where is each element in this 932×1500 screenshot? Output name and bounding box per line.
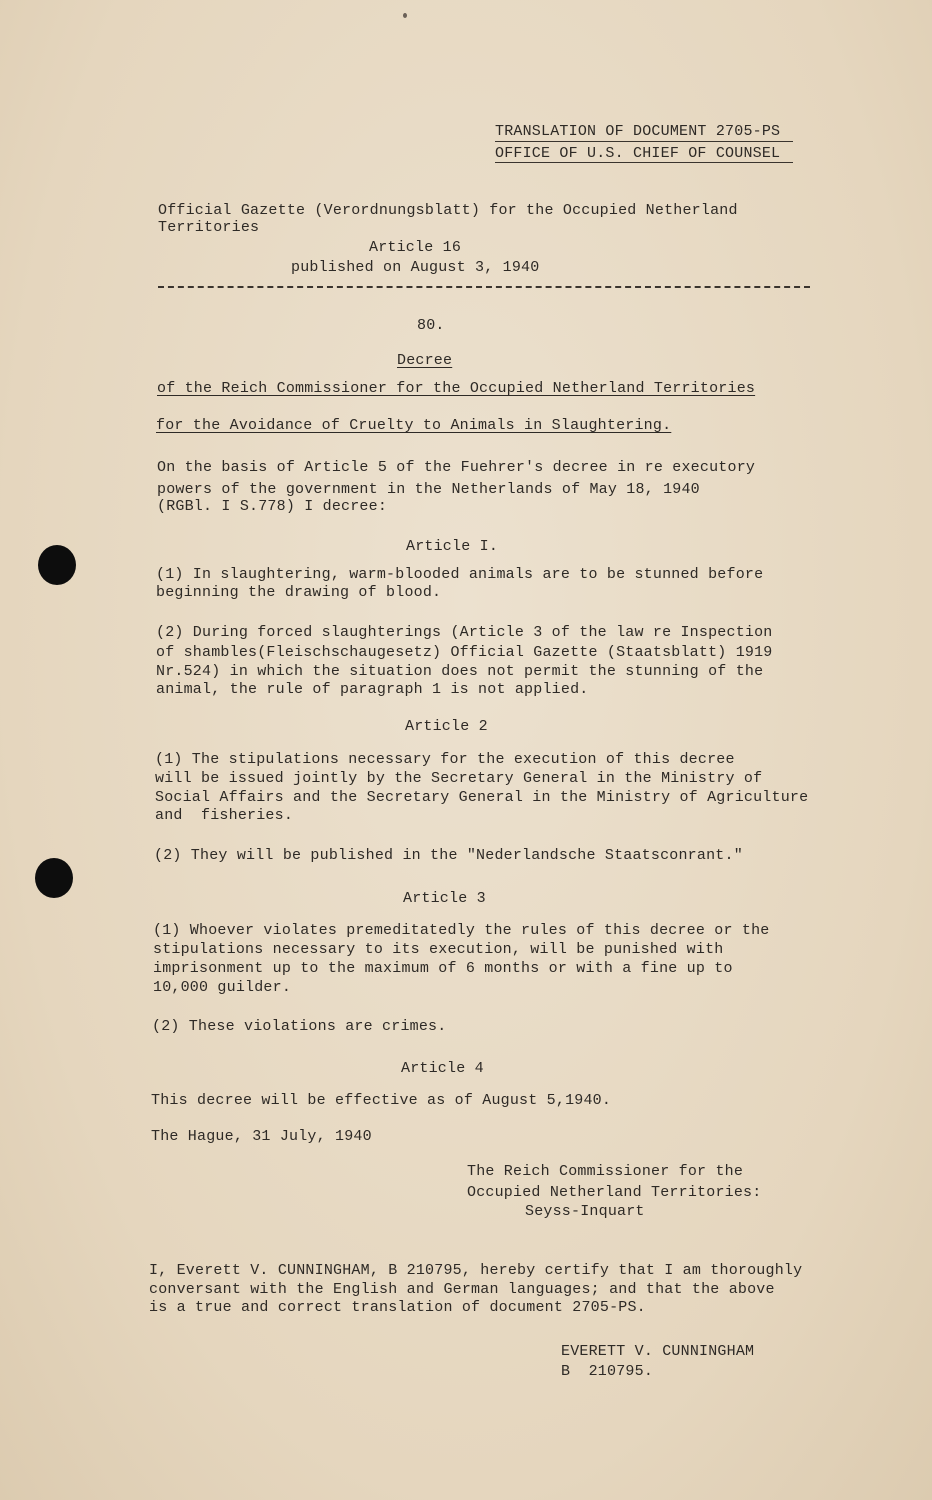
article3-p1-line: (1) Whoever violates premeditatedly the rules of this decree or the [153, 922, 770, 939]
gazette-line2: Territories [158, 219, 260, 236]
preamble-line: (RGBl. I S.778) I decree: [157, 498, 388, 515]
gazette-published: published on August 3, 1940 [291, 259, 540, 276]
article2-p1-line: will be issued jointly by the Secretary General in the Ministry of [155, 770, 763, 787]
translator-name: EVERETT V. CUNNINGHAM [561, 1343, 755, 1360]
translator-id: B 210795. [561, 1363, 654, 1380]
article2-p2: (2) They will be published in the "Nederlandsche Staatsconrant." [154, 847, 743, 864]
header-underline-1 [495, 141, 793, 142]
header-line2: OFFICE OF U.S. CHIEF OF COUNSEL [495, 145, 781, 162]
article1-p2-line: (2) During forced slaughterings (Article 3 of the law re Inspection [156, 624, 773, 641]
signature-name: Seyss-Inquart [525, 1203, 645, 1220]
place-date: The Hague, 31 July, 1940 [151, 1128, 372, 1145]
article4-heading: Article 4 [401, 1060, 484, 1077]
certification-line: I, Everett V. CUNNINGHAM, B 210795, hereby certify that I am thoroughly [149, 1262, 803, 1279]
separator-rule [158, 286, 810, 288]
decree-title: Decree [397, 352, 453, 369]
article3-p1-line: 10,000 guilder. [153, 979, 292, 996]
article1-p1-line: beginning the drawing of blood. [156, 584, 442, 601]
article1-p2-line: animal, the rule of paragraph 1 is not applied. [156, 681, 589, 698]
punch-hole-top [38, 545, 76, 585]
decree-subtitle-1: of the Reich Commissioner for the Occupied Netherland Territories [157, 380, 756, 397]
signature-line: The Reich Commissioner for the [467, 1163, 744, 1180]
certification-line: is a true and correct translation of document 2705-PS. [149, 1299, 646, 1316]
article3-p1-line: stipulations necessary to its execution, will be punished with [153, 941, 724, 958]
preamble-line: On the basis of Article 5 of the Fuehrer's decree in re executory [157, 459, 756, 476]
article3-p2: (2) These violations are crimes. [152, 1018, 447, 1035]
preamble-line: powers of the government in the Netherlands of May 18, 1940 [157, 481, 700, 498]
header-underline-2 [495, 162, 793, 163]
article3-p1-line: imprisonment up to the maximum of 6 months or with a fine up to [153, 960, 733, 977]
punch-hole-bottom [35, 858, 73, 898]
article2-p1-line: (1) The stipulations necessary for the execution of this decree [155, 751, 735, 768]
decree-number: 80. [417, 317, 445, 334]
signature-line: Occupied Netherland Territories: [467, 1184, 762, 1201]
article1-p2-line: of shambles(Fleischschaugesetz) Official Gazette (Staatsblatt) 1919 [156, 644, 773, 661]
article1-p1-line: (1) In slaughtering, warm-blooded animals are to be stunned before [156, 566, 764, 583]
article4-text: This decree will be effective as of August 5,1940. [151, 1092, 612, 1109]
gazette-article: Article 16 [369, 239, 462, 256]
certification-line: conversant with the English and German languages; and that the above [149, 1281, 775, 1298]
decree-subtitle-2: for the Avoidance of Cruelty to Animals in Slaughtering. [156, 417, 672, 434]
paper-speck [403, 13, 407, 18]
gazette-line1: Official Gazette (Verordnungsblatt) for the Occupied Netherland [158, 202, 738, 219]
article1-heading: Article I. [406, 538, 499, 555]
article3-heading: Article 3 [403, 890, 486, 907]
article2-p1-line: Social Affairs and the Secretary General in the Ministry of Agriculture [155, 789, 809, 806]
header-line1: TRANSLATION OF DOCUMENT 2705-PS [495, 123, 781, 140]
article1-p2-line: Nr.524) in which the situation does not permit the stunning of the [156, 663, 764, 680]
article2-heading: Article 2 [405, 718, 488, 735]
article2-p1-line: and fisheries. [155, 807, 294, 824]
